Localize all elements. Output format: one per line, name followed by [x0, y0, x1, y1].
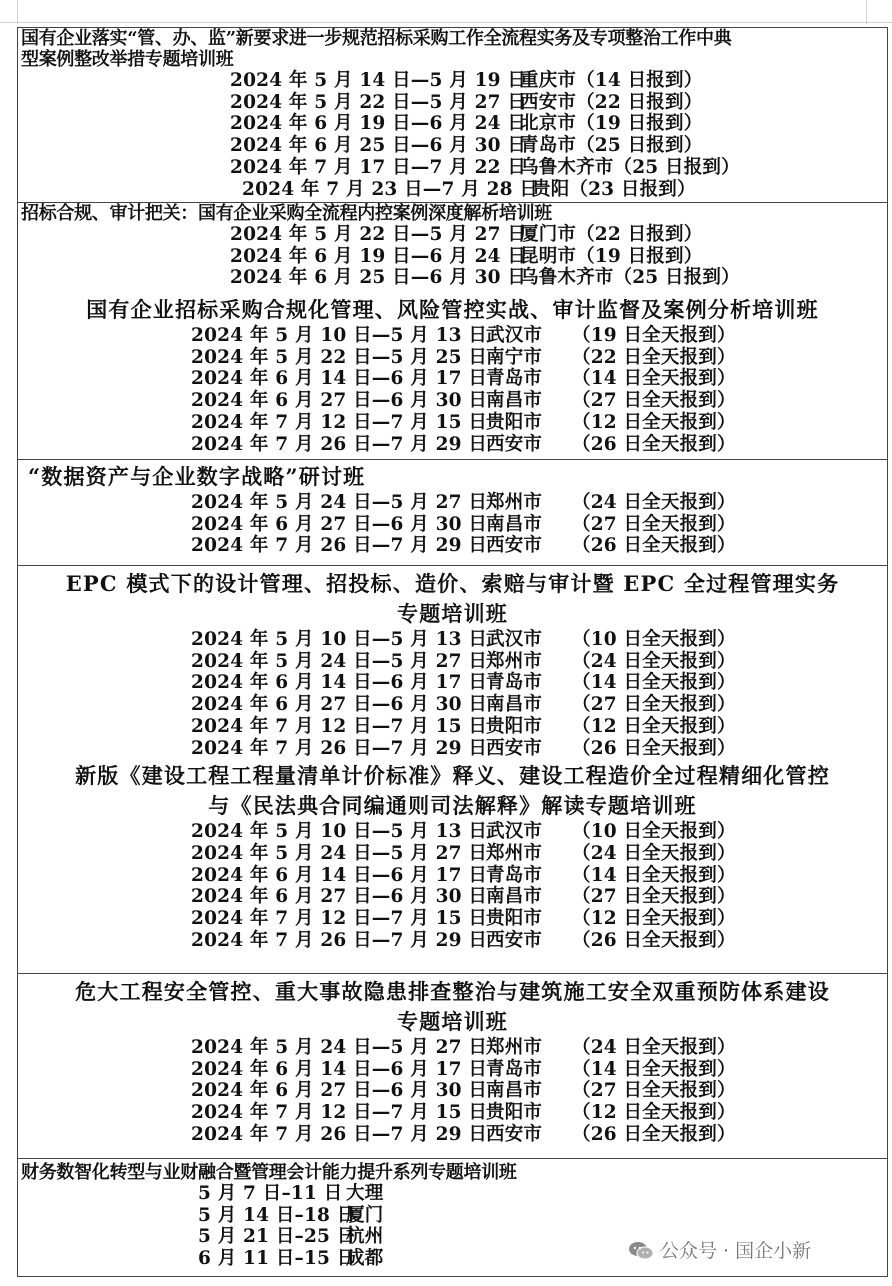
section-5-sessions — [18, 629, 887, 759]
session-row: 2024 年 7 月 23 日—7 月 28 日贵阳（23 日报到） — [242, 178, 696, 200]
session-row: 6 月 11 日–15 日成都 — [198, 1248, 384, 1270]
section-5b-title-line-2: 与《民法典合同编通则司法解释》解读专题培训班 — [208, 793, 697, 819]
session-row: 2024 年 6 月 27 日—6 月 30 日南昌市 （27 日全天报到） — [191, 1080, 736, 1102]
section-5b-sessions — [18, 821, 887, 951]
session-row: 2024 年 7 月 12 日—7 月 15 日贵阳市 （12 日全天报到） — [191, 715, 736, 737]
wechat-icon — [628, 1241, 654, 1259]
session-row: 2024 年 5 月 24 日—5 月 27 日郑州市 （24 日全天报到） — [191, 1037, 736, 1058]
section-5-title — [18, 566, 887, 629]
section-5-title-line-1: EPC 模式下的设计管理、招投标、造价、索赔与审计暨 EPC 全过程管理实务 — [65, 571, 840, 596]
session-row: 2024 年 5 月 22 日—5 月 25 日南宁市 （22 日全天报到） — [191, 346, 736, 368]
section-7-title: 财务数智化转型与业财融合暨管理会计能力提升系列专题培训班 — [21, 1162, 517, 1183]
section-5-title-line-2: 专题培训班 — [397, 601, 508, 626]
session-row: 2024 年 7 月 26 日—7 月 29 日西安市 （26 日全天报到） — [191, 433, 736, 455]
section-5b-title-line-1: 新版《建设工程工程量清单计价标准》释义、建设工程造价全过程精细化管控 — [75, 763, 830, 789]
session-row: 2024 年 7 月 12 日—7 月 15 日贵阳市 （12 日全天报到） — [191, 411, 736, 433]
session-row: 2024 年 7 月 26 日—7 月 29 日西安市 （26 日全天报到） — [191, 929, 736, 951]
top-rule-tick-right — [866, 0, 867, 24]
session-row: 2024 年 6 月 14 日—6 月 17 日青岛市 （14 日全天报到） — [191, 1058, 736, 1080]
session-row: 2024 年 7 月 26 日—7 月 29 日西安市 （26 日全天报到） — [191, 535, 736, 557]
session-row: 5 月 21 日–25 日杭州 — [198, 1226, 384, 1248]
session-row: 2024 年 7 月 12 日—7 月 15 日贵阳市 （12 日全天报到） — [191, 908, 736, 930]
section-4 — [17, 460, 888, 566]
session-row: 2024 年 7 月 12 日—7 月 15 日贵阳市 （12 日全天报到） — [191, 1102, 736, 1124]
section-4-title: “数据资产与企业数字战略”研讨班 — [28, 464, 366, 489]
section-6-sessions — [18, 1037, 887, 1146]
section-2 — [17, 203, 888, 292]
session-row: 2024 年 6 月 27 日—6 月 30 日南昌市 （27 日全天报到） — [191, 694, 736, 716]
session-row: 2024 年 6 月 19 日—6 月 24 日北京市（19 日报到） — [230, 113, 703, 135]
session-row: 2024 年 7 月 26 日—7 月 29 日西安市 （26 日全天报到） — [191, 1123, 736, 1145]
section-1 — [17, 27, 888, 203]
session-row: 5 月 14 日–18 日厦门 — [198, 1204, 384, 1226]
session-row: 2024 年 5 月 10 日—5 月 13 日武汉市 （10 日全天报到） — [191, 629, 736, 650]
watermark — [628, 1236, 811, 1263]
section-6 — [17, 974, 888, 1159]
session-row: 2024 年 7 月 26 日—7 月 29 日西安市 （26 日全天报到） — [191, 737, 736, 759]
session-row: 2024 年 5 月 24 日—5 月 27 日郑州市 （24 日全天报到） — [191, 650, 736, 672]
session-row: 2024 年 6 月 14 日—6 月 17 日青岛市 （14 日全天报到） — [191, 672, 736, 694]
section-1-title-line-1: 国有企业落实“管、办、监”新要求进一步规范招标采购工作全流程实务及专项整治工作中典 — [21, 28, 732, 49]
section-2-title: 招标合规、审计把关：国有企业采购全流程内控案例深度解析培训班 — [21, 203, 552, 224]
section-1-sessions — [18, 70, 887, 200]
session-row: 2024 年 6 月 27 日—6 月 30 日南昌市 （27 日全天报到） — [191, 390, 736, 412]
section-5b-title — [18, 759, 887, 821]
session-row: 2024 年 5 月 22 日—5 月 27 日厦门市（22 日报到） — [230, 224, 703, 245]
session-row: 2024 年 6 月 27 日—6 月 30 日南昌市 （27 日全天报到） — [191, 886, 736, 908]
section-6-title — [18, 974, 887, 1037]
session-row: 2024 年 7 月 17 日—7 月 22 日乌鲁木齐市（25 日报到） — [230, 156, 740, 178]
session-row: 2024 年 6 月 27 日—6 月 30 日南昌市 （27 日全天报到） — [191, 513, 736, 535]
session-row: 2024 年 6 月 14 日—6 月 17 日青岛市 （14 日全天报到） — [191, 864, 736, 886]
session-row: 5 月 7 日–11 日 大理 — [198, 1183, 384, 1204]
section-5 — [17, 566, 888, 974]
session-row: 2024 年 6 月 19 日—6 月 24 日昆明市（19 日报到） — [230, 245, 703, 267]
section-3 — [17, 292, 888, 460]
session-row: 2024 年 5 月 10 日—5 月 13 日武汉市 （10 日全天报到） — [191, 821, 736, 843]
session-row: 2024 年 6 月 25 日—6 月 30 日青岛市（25 日报到） — [230, 135, 703, 157]
schedule-table — [17, 27, 890, 1279]
session-row: 2024 年 6 月 25 日—6 月 30 日乌鲁木齐市（25 日报到） — [230, 267, 740, 289]
session-row: 2024 年 5 月 22 日—5 月 27 日西安市（22 日报到） — [230, 91, 703, 113]
session-row: 2024 年 5 月 24 日—5 月 27 日郑州市 （24 日全天报到） — [191, 492, 736, 513]
section-3-sessions — [18, 325, 887, 455]
session-row: 2024 年 5 月 24 日—5 月 27 日郑州市 （24 日全天报到） — [191, 842, 736, 864]
section-3-title: 国有企业招标采购合规化管理、风险管控实战、审计监督及案例分析培训班 — [86, 297, 819, 322]
session-row: 2024 年 5 月 10 日—5 月 13 日武汉市 （19 日全天报到） — [191, 325, 736, 346]
section-1-title-line-2: 型案例整改举措专题培训班 — [21, 49, 234, 70]
top-rule-tick-left — [17, 0, 18, 24]
section-1-title — [18, 28, 887, 70]
section-6-title-line-2: 专题培训班 — [397, 1009, 508, 1034]
section-2-sessions — [18, 224, 887, 289]
section-4-sessions — [18, 492, 887, 557]
top-rule — [0, 22, 892, 23]
section-6-title-line-1: 危大工程安全管控、重大事故隐患排查整治与建筑施工安全双重预防体系建设 — [75, 979, 830, 1004]
watermark-text: 公众号 · 国企小新 — [660, 1240, 812, 1262]
session-row: 2024 年 6 月 14 日—6 月 17 日青岛市 （14 日全天报到） — [191, 368, 736, 390]
session-row: 2024 年 5 月 14 日—5 月 19 日重庆市（14 日报到） — [230, 70, 703, 91]
